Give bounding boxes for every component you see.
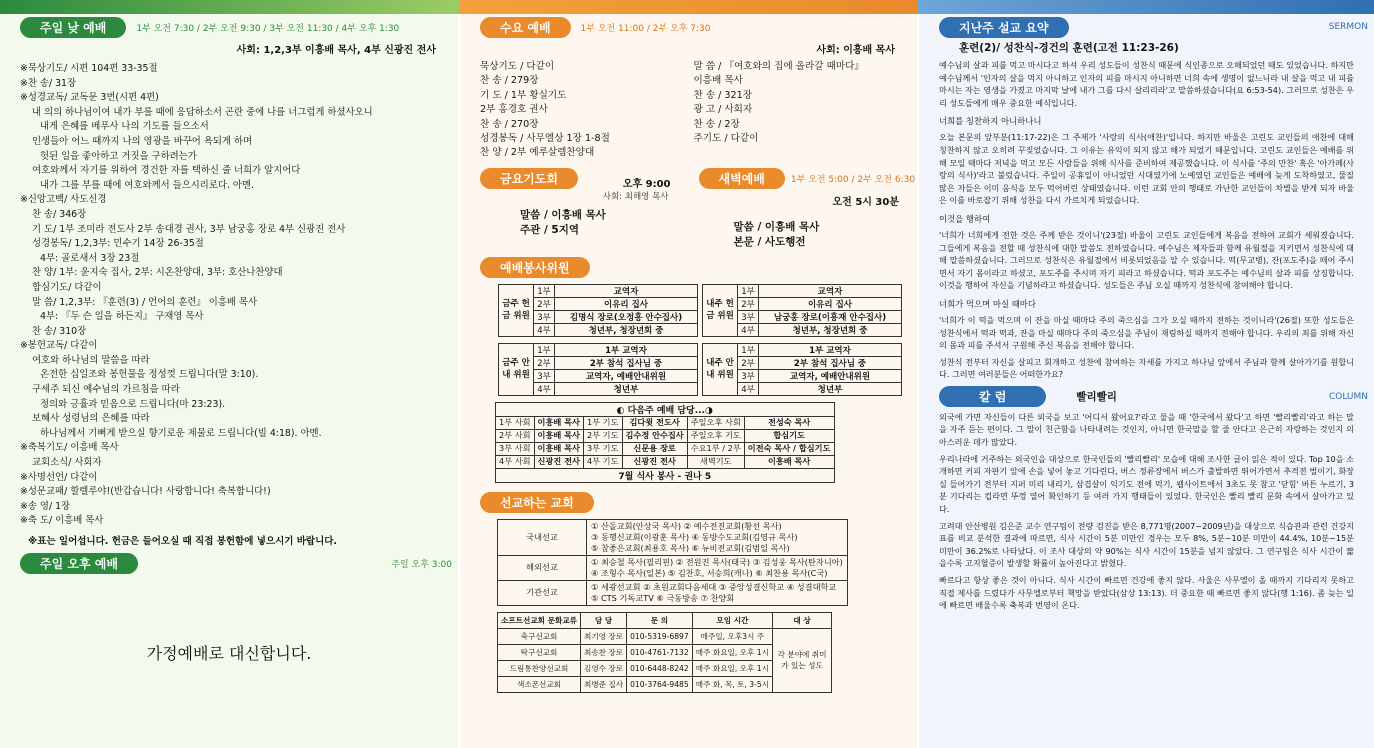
column-paragraph: 외국에 가면 자신들이 다른 외국을 보고 '어디서 왔어요?'라고 물을 때 '한국에서 왔다'고 하면 '빨리빨리'라고 하는 말을 자주 듣는 편이다. 그 말이 친근함을 나타내려는 것인지, 아니면 한국말을 할 줄 안다고 은근히 자랑하는 것인지 의아스러운 데가 많았다. [939, 411, 1354, 448]
duty-cell: 전성숙 목사 [744, 416, 834, 429]
order-item: ※찬 송/ 31장 [20, 77, 77, 89]
duty-cell: 신광진 전사 [534, 455, 583, 468]
next-week-usher-table [702, 343, 902, 396]
support-wrap [497, 612, 917, 693]
duty-cell: 3부 사회 [496, 442, 535, 455]
mission-item: ① 산돌교회(안상국 목사) ② 예수전진교회(황선 목사) [591, 520, 782, 531]
column-title: 칼 럼 [939, 386, 1046, 407]
mission-item: ④ 조형수 목사(일본) ⑤ 김찬호, 서승희(캐나) ⑥ 최찬용 목사(C국) [591, 567, 828, 578]
wednesday-order-item: 기 도 / 1부 황실기도 [480, 89, 567, 101]
sunday-am-order [0, 62, 458, 529]
duty-row [496, 429, 835, 442]
sunday-am-header [20, 17, 458, 37]
wednesday-title: 수요 예배 [480, 17, 571, 38]
service-number: 4부 [534, 323, 555, 336]
wednesday-order-item [694, 146, 898, 160]
volunteer-name: 이유리 집사 [555, 297, 698, 310]
duty-cell: 주일오후 기도 [687, 429, 744, 442]
service-number: 4부 [534, 382, 555, 395]
duty-cell: 2부 사회 [496, 429, 535, 442]
sermon-label: SERMON [1328, 22, 1368, 32]
duty-cell: 1부 기도 [583, 416, 622, 429]
support-cell: 매주일, 오후3시 주 [692, 628, 772, 644]
mission-row [498, 580, 848, 605]
duty-cell: 주일오후 사회 [687, 416, 744, 429]
order-item: ※송 영/ 1장 [20, 500, 71, 512]
dawn-section [689, 169, 918, 250]
volunteer-name: 2부 참석 집사님 중 [555, 356, 698, 369]
support-target: 각 분야에 취미가 있는 성도 [773, 628, 832, 692]
volunteer-name: 교역자 [555, 284, 698, 297]
wednesday-order-item: 묵상기도 / 다같이 [480, 61, 555, 72]
sermon-paragraph: 오늘 본문의 앞부분(11:17-22)은 그 주제가 '사랑의 식사(애찬)'입니다. 하지만 바울은 고린도 교인들의 애찬에 대해 칭찬하지 않고 오히려 꾸짖었습니다. 그 이유는 유익이 되지 않고 해가 되었기 때문입니다. 고린도 교인들은 예배를 위해 모일 때마다 저녁을 먹고 모든 사람들을 위해 식사를 준비하여 제공했습니다. 이 식사를 '주의 만찬' 혹은 '아가페(사랑의 식사)'라고 불렀습니다. 주일이 공휴일이 아니었던 시대였기에 노예였던 교인들은 예배에 늦게 도착하였고, 물질 많은 자들은 이미 음식을 모두 먹어버린 상태였습니다. 이런 교회 안의 행태로 가난한 교인들이 차별을 받게 되자 바울은 이를 바로잡기 위해 성찬을 다시 가르치게 되었습니다. [939, 132, 1354, 206]
volunteer-name: 청년부, 청장년회 중 [759, 323, 902, 336]
order-item: 여호와 하나님의 말씀을 따라 [32, 354, 150, 366]
this-week-usher-table [498, 343, 698, 396]
support-cell: 최기영 장로 [581, 628, 627, 644]
duty-cell: 1부 사회 [496, 416, 535, 429]
order-item: 하나님께서 기뻐게 받으실 향기로운 제물로 드립니다(빌 4:18). 아멘. [40, 427, 322, 439]
order-item: 인생들아 어느 때까지 나의 영광을 바꾸어 욕되게 하며 [32, 135, 253, 147]
sunday-pm-time: 주일 오후 3:00 [391, 559, 452, 570]
sunday-worship-column [0, 14, 458, 748]
order-item: 정의와 긍휼과 믿음으로 드립니다(마 23:23). [40, 398, 226, 410]
service-number: 1부 [738, 343, 759, 356]
volunteer-group-label: 금주 헌금 위원 [499, 284, 534, 336]
order-item: 온전한 십일조와 봉헌물을 정성껏 드립니다(말 3:10). [40, 369, 259, 381]
volunteer-name: 교역자, 예배안내위원 [759, 369, 902, 382]
missions-title: 선교하는 교회 [480, 492, 594, 513]
support-cell: 최병준 집사 [581, 676, 627, 692]
service-number: 3부 [534, 369, 555, 382]
order-item: 교회소식/ 사회자 [32, 457, 102, 469]
order-item: 여호와께서 자기를 위하여 경건한 자를 택하신 줄 너희가 알지어다 [32, 165, 301, 177]
duty-cell: 2부 기도 [583, 429, 622, 442]
volunteer-row [499, 284, 698, 297]
wednesday-order [460, 60, 917, 161]
order-item: ※축 도/ 이흥배 목사 [20, 515, 104, 527]
mission-item: ③ 동행신교회(이광훈 목사) ④ 동방수도교회(김영규 목사) [591, 531, 798, 542]
volunteers-header [480, 258, 917, 278]
order-item: 찬 송/ 346장 [32, 208, 87, 220]
support-header-cell: 소프트선교회 문화교류 [498, 612, 581, 628]
sunday-pm-title: 주일 오후 예배 [20, 553, 138, 574]
order-item: 성경봉독/ 1,2,3부: 민수기 14장 26-35절 [32, 238, 204, 250]
missions-list-wrap [497, 519, 917, 606]
wednesday-presider: 사회: 이흥배 목사 [816, 45, 895, 56]
next-week-duty-table [495, 402, 835, 483]
duty-cell: 새벽기도 [687, 455, 744, 468]
wednesday-order-item: 성경봉독 / 사무엘상 1장 1-8절 [480, 133, 610, 145]
mission-row [498, 555, 848, 580]
missions-header [480, 493, 917, 513]
duty-cell: 이흥배 목사 [744, 455, 834, 468]
volunteer-name: 2부 참석 집사님 중 [759, 356, 902, 369]
wednesday-order-item: 말 씀 / 『여호와의 집에 올라갈 때마다』 [693, 61, 864, 72]
wednesday-order-item: 찬 송 / 2장 [693, 118, 740, 130]
order-item: 4부: 골로새서 3장 23절 [40, 252, 140, 264]
service-number: 3부 [738, 310, 759, 323]
service-number: 3부 [534, 310, 555, 323]
mission-category: 해외선교 [498, 555, 587, 580]
friday-title: 금요기도회 [480, 168, 578, 189]
order-item: 내 의의 하나님이여 내가 부를 때에 응답하소서 곤란 중에 나를 너그럽게 하셨사오니 [32, 106, 373, 118]
fellowship-missions-table [497, 612, 832, 693]
support-cell: 색소폰선교회 [498, 676, 581, 692]
duty-footer-row [496, 468, 835, 482]
support-header-cell: 대 상 [773, 612, 832, 628]
sermon-column [919, 14, 1374, 748]
volunteer-name: 김명식 장로(오정흥 안수집사) [555, 310, 698, 323]
volunteer-name: 청년부 [759, 382, 902, 395]
wednesday-order-item: 광 고 / 사회자 [693, 104, 753, 116]
duty-cell: 김다윗 전도사 [622, 416, 687, 429]
duty-cell: 합심기도 [744, 429, 834, 442]
volunteers-title: 예배봉사위원 [480, 257, 590, 278]
wednesday-header [480, 17, 917, 37]
volunteer-name: 교역자, 예배안내위원 [555, 369, 698, 382]
service-number: 1부 [738, 284, 759, 297]
service-number: 2부 [738, 356, 759, 369]
order-item: ※성경교독/ 교독문 3번(시편 4편) [20, 92, 159, 104]
duty-cell: 4부 사회 [496, 455, 535, 468]
meal-service: 7월 식사 봉사 - 권나 5 [496, 468, 835, 482]
support-cell: 김영수 장로 [581, 660, 627, 676]
friday-dawn-row [460, 169, 917, 250]
mission-item: ⑤ 참좋은교회(최용호 목사) ⑥ 뉴비전교회(김범일 목사) [591, 542, 790, 553]
volunteer-name: 남궁홍 장로(이흥재 안수집사) [759, 310, 902, 323]
wednesday-order-item: 주기도 / 다같이 [693, 133, 759, 145]
support-header-row [498, 612, 832, 628]
duty-title: ◐ 다음주 예배 담당...◑ [496, 402, 835, 416]
volunteer-row [499, 343, 698, 356]
blue-top-bar [918, 0, 1374, 14]
duty-cell: 3부 기도 [583, 442, 622, 455]
wednesday-order-item: 2부 홍경호 권사 [480, 104, 548, 116]
duty-cell: 수요1부 / 2부 [687, 442, 744, 455]
sunday-pm-header [20, 553, 458, 573]
friday-presider: 사회: 최해영 목사 [602, 191, 669, 202]
service-number: 2부 [738, 297, 759, 310]
support-cell: 탁구선교회 [498, 644, 581, 660]
sermon-subheading: 너희가 먹으며 마실 때마다 [939, 298, 1036, 309]
dawn-line: 말씀 / 이흥배 목사 [733, 220, 820, 233]
sermon-body [919, 59, 1374, 381]
volunteer-name: 1부 교역자 [759, 343, 902, 356]
mission-category: 국내선교 [498, 519, 587, 555]
volunteer-name: 청년부, 청장년회 중 [555, 323, 698, 336]
order-item: ※신앙고백/ 사도신경 [20, 194, 107, 206]
volunteer-row [703, 343, 902, 356]
service-number: 2부 [534, 356, 555, 369]
sermon-header [939, 17, 1374, 37]
column-body [919, 411, 1374, 612]
friday-time: 오후 9:00 [622, 178, 671, 190]
support-cell: 매주 화요일, 오후 1시 [692, 660, 772, 676]
support-cell: 010-4761-7132 [627, 644, 693, 660]
wednesday-order-item: 찬 송 / 279장 [480, 75, 539, 87]
column-paragraph: 빠르다고 항상 좋은 것이 아니다. 식사 시간이 빠르면 건강에 좋지 않다. 사울은 사무엘이 올 때까지 기다리지 못하고 직접 제사를 드렸다가 사무엘로부터 책망을 받았다(삼상 13:13). 더 중요한 때 빠르면 좋지 않다(행 1:16). 좀 늦는 일에 빠르면 배울수록 축복과 번영이 온다. [939, 575, 1354, 611]
offering-note: ※표는 일어섭니다. 헌금은 들어오실 때 직접 봉헌함에 넣으시기 바랍니다. [28, 536, 338, 547]
mission-list [587, 580, 848, 605]
wednesday-times: 1부 오전 11:00 / 2부 오후 7:30 [580, 23, 711, 34]
duty-cell: 신문용 장로 [622, 442, 687, 455]
mission-row [498, 519, 848, 555]
next-week-offering-table [702, 284, 902, 337]
volunteer-group-label: 내주 헌금 위원 [703, 284, 738, 336]
support-cell: 매주 화, 목, 토, 3-5시 [692, 676, 772, 692]
order-item: ※봉헌교독/ 다같이 [20, 340, 98, 352]
support-header-cell: 문 의 [627, 612, 693, 628]
service-number: 4부 [738, 323, 759, 336]
sunday-am-presider: 사회: 1,2,3부 이흥배 목사, 4부 신광진 전사 [236, 45, 436, 56]
duty-cell: 이흥배 목사 [534, 416, 583, 429]
missions-table [497, 519, 848, 606]
duty-cell: 이흥배 목사 [534, 442, 583, 455]
order-item: 구세주 되신 예수님의 가르침을 따라 [32, 384, 180, 396]
sunday-am-times: 1부 오전 7:30 / 2부 오전 9:30 / 3부 오전 11:30 / 4부 오후 1:30 [136, 23, 400, 34]
duty-row [496, 455, 835, 468]
mission-item: ① 최승철 목사(필리핀) ② 전원진 목사(태국) ③ 김성웅 목사(탄자니아) [591, 556, 843, 567]
support-header-cell: 담 당 [581, 612, 627, 628]
order-item: ※사명선언/ 다같이 [20, 471, 98, 483]
volunteer-group-label: 내주 안내 위원 [703, 343, 738, 395]
duty-row [496, 442, 835, 455]
sermon-paragraph: '너희가 너희에게 전한 것은 주께 받은 것이니'(23절) 바울이 고린도 교인들에게 복음을 전하여 교회가 세워졌습니다. 그들에게 복음을 전할 때 성찬식에 대한 말씀도 전하였습니다. 예수님은 제자들과 함께 유월절을 지키면서 성찬식에 대해 말씀하셨습니다. 그러므로 성찬식은 유월절에서 비롯되었음을 알 수 있습니다. 떡(무교병), 잔(포도주)을 떼어 주시면서 자기 몸이라고 하셨고, 포도주를 주시며 자기 피라고 하셨습니다. 떡과 포도주는 예수님의 살과 피를 상징합니다. 이것을 행하여 자신을 기념하라고 하셨습니다. 성도들은 주님 오실 때까지 성찬식에 참여해야 합니다. [939, 229, 1354, 291]
volunteer-name: 청년부 [555, 382, 698, 395]
order-item: 찬 양/ 1부: 윤지숙 집사, 2부: 시온찬양대, 3부: 호산나찬양대 [32, 267, 283, 279]
this-week-offering-table [498, 284, 698, 337]
support-cell: 최송찬 장로 [581, 644, 627, 660]
volunteer-name: 이유리 집사 [759, 297, 902, 310]
wednesday-order-item: 찬 송 / 270장 [480, 118, 539, 130]
volunteer-row [703, 284, 902, 297]
mission-list [587, 555, 848, 580]
mission-category: 기관선교 [498, 580, 587, 605]
support-cell: 010-3764-9485 [627, 676, 693, 692]
column-paragraph: 우리나라에 거주하는 외국인을 대상으로 한국인들의 '빨리빨리' 모습에 대해 조사한 글이 읽은 적이 있다. Top 10을 소개하면 커피 자판기 앞에 손을 넣어 놓고 기다린다, 버스 정류장에서 버스가 출발하면 뛰어가면서 추격전 벌이기, 화장실 들어가기 전부터 지퍼 미리 내리기, 삼겹살이 익기도 전에 먹기, 웹사이트에서 3초도 못 참고 '닫힘' 버튼 누르기, 3분 기다리는 컵라면 뚜껑 열어 확인하기 등 여러 가지 행태들이 있었다. 한국인은 빨리 빨리 문화 속에서 살아가고 있다. [939, 453, 1354, 515]
dawn-title: 새벽예배 [699, 168, 785, 189]
support-cell: 축구선교회 [498, 628, 581, 644]
duty-title-row [496, 402, 835, 416]
sunday-pm-body: 가정예배로 대신합니다. [146, 644, 312, 663]
mission-item: ⑤ CTS 기독교TV ⑥ 극동방송 ⑦ 찬양회 [591, 592, 735, 603]
support-cell: 매주 화요일, 오후 1시 [692, 644, 772, 660]
friday-line: 주관 / 5지역 [520, 223, 580, 236]
green-top-bar [0, 0, 459, 14]
order-item: 기 도/ 1부 조미라 전도사 2부 송대경 권사, 3부 남궁홍 장로 4부 신광진 전사 [32, 223, 346, 235]
order-item: ※성문교패/ 할렐루야!(반갑습니다! 사랑합니다! 축복합니다!) [20, 486, 271, 498]
orange-top-bar [459, 0, 918, 14]
support-header-cell: 모임 시간 [692, 612, 772, 628]
sunday-am-title: 주일 낮 예배 [20, 17, 126, 38]
sermon-paragraph: '너희가 이 떡을 먹으며 이 잔을 마실 때마다 주의 죽으심을 그가 오실 때까지 전하는 것이니라'(26절) 또한 성도들은 성찬식에서 떡과 떡과, 잔을 마실 때마다 주의 죽으심을 주님이 재림하실 때까지 전해야 합니다. 우리의 죄를 위해 자신의 몸과 피를 주셔서 구원해 주신 복음을 전해야 합니다. [939, 314, 1354, 351]
weekday-column [460, 14, 917, 748]
sermon-subheading: 너희를 칭찬하지 아니하나니 [939, 116, 1042, 127]
order-item: 내가 그를 부를 때에 여호와께서 들으시리로다. 아멘. [40, 179, 255, 191]
service-number: 1부 [534, 284, 555, 297]
duty-cell: 이전숙 목사 / 합심기도 [744, 442, 834, 455]
usher-tables [460, 343, 917, 396]
order-item: 찬 송/ 310장 [32, 325, 87, 337]
offering-tables [460, 284, 917, 337]
duty-cell: 이흥배 목사 [534, 429, 583, 442]
support-row [498, 628, 832, 644]
column-heading: 빨리빨리 [1076, 391, 1117, 404]
duty-row [496, 416, 835, 429]
volunteer-group-label: 금주 안내 위원 [499, 343, 534, 395]
sermon-paragraph: 예수님의 살과 피를 먹고 마시다고 하셔 우리 성도들이 성찬식 때문에 식인종으로 오해되었던 때도 있었습니다. 하지만 예수님께서 '인자의 살을 먹지 아니하고 인자의 피를 마시지 아니하면 너희 속에 생명이 없느니라 내 살을 먹고 내 피를 마시는 자는 영생을 가졌고 마지막 날에 내가 그를 다시 살리리라'고 말씀하셨습니다(요 6:53-54). 그러므로 성찬은 우리 성도들에게 매우 중요한 예식입니다. [939, 60, 1354, 108]
mission-item: ① 세광선교회 ② 초원교회다음세대 ③ 중앙성결신학교 ④ 성결대학교 [591, 581, 837, 592]
order-item: 4부: 『두 슨 일을 하든지』 구재영 목사 [40, 311, 204, 323]
support-cell: 드림통찬양선교회 [498, 660, 581, 676]
duty-cell: 신광진 전사 [622, 455, 687, 468]
support-cell: 010-6448-8242 [627, 660, 693, 676]
order-item: 내게 은혜를 베푸사 나의 기도를 들으소서 [40, 121, 209, 133]
sermon-paragraph: 성찬식 전부터 자신을 살피고 회개하고 성찬에 참여하는 자세를 가지고 하나님 앞에서 주님과 함께 살아가기를 원합니다. 그러면 여러분들은 어떠한가요? [939, 356, 1354, 380]
wednesday-order-item: 찬 송 / 321장 [693, 89, 752, 101]
support-cell: 010-5319-6897 [627, 628, 693, 644]
friday-section [460, 169, 689, 250]
order-item: 말 씀/ 1,2,3부: 『훈련(3) / 언어의 훈련』 이흥배 목사 [32, 296, 258, 308]
dawn-line: 본문 / 사도행전 [733, 235, 806, 248]
dawn-time: 오전 5시 30분 [832, 196, 899, 208]
order-item: ※묵상기도/ 시편 104편 33-35절 [20, 63, 158, 74]
dawn-times: 1부 오전 5:00 / 2부 오전 6:30 [790, 175, 916, 186]
column-header [939, 387, 1374, 407]
mission-list [587, 519, 848, 555]
sermon-subheading: 이것을 행하여 [939, 213, 991, 224]
order-item: 헛된 일을 좋아하고 거짓을 구하려는가 [40, 150, 197, 162]
service-number: 2부 [534, 297, 555, 310]
order-item: ※축복기도/ 이흥배 목사 [20, 442, 119, 454]
volunteer-name: 교역자 [759, 284, 902, 297]
column-label: COLUMN [1328, 391, 1368, 402]
order-item: 합심기도/ 다같이 [32, 281, 102, 293]
order-item: 보혜사 성령님의 은혜를 따라 [32, 413, 150, 425]
friday-line: 말씀 / 이흥배 목사 [520, 208, 606, 221]
volunteer-name: 1부 교역자 [555, 343, 698, 356]
column-paragraph: 고려대 안산병원 김은준 교수 연구팀이 전량 검진을 받은 8,771명(2007~2009년)을 대상으로 식습관과 관련 건강지표를 비교 분석한 결과에 따르면, 식사 시간이 5분 미만인 경우는 모두 8%, 5분~10분 미만이 44.4%, 10분~15분 미만이 36.2%로 나타났다. 이 조사 대상의 약 90%는 식사 시간이 15분을 넘지 않았다. 그 연구팀은 식사 시간이 짧을수록 고지혈증이 발생할 확률이 높아진다고 밝혔다. [939, 520, 1354, 569]
service-number: 3부 [738, 369, 759, 382]
service-number: 1부 [534, 343, 555, 356]
duty-cell: 김수정 안수집사 [622, 429, 687, 442]
wednesday-order-item: 찬 양 / 2부 예루살렘찬양대 [480, 147, 595, 159]
wednesday-order-item: 이흥배 목사 [693, 75, 743, 87]
sermon-title: 지난주 설교 요약 [939, 17, 1069, 38]
service-number: 4부 [738, 382, 759, 395]
sermon-heading: 훈련(2)/ 성찬식-경건의 훈련(고전 11:23-26) [959, 42, 1179, 54]
duty-cell: 4부 기도 [583, 455, 622, 468]
